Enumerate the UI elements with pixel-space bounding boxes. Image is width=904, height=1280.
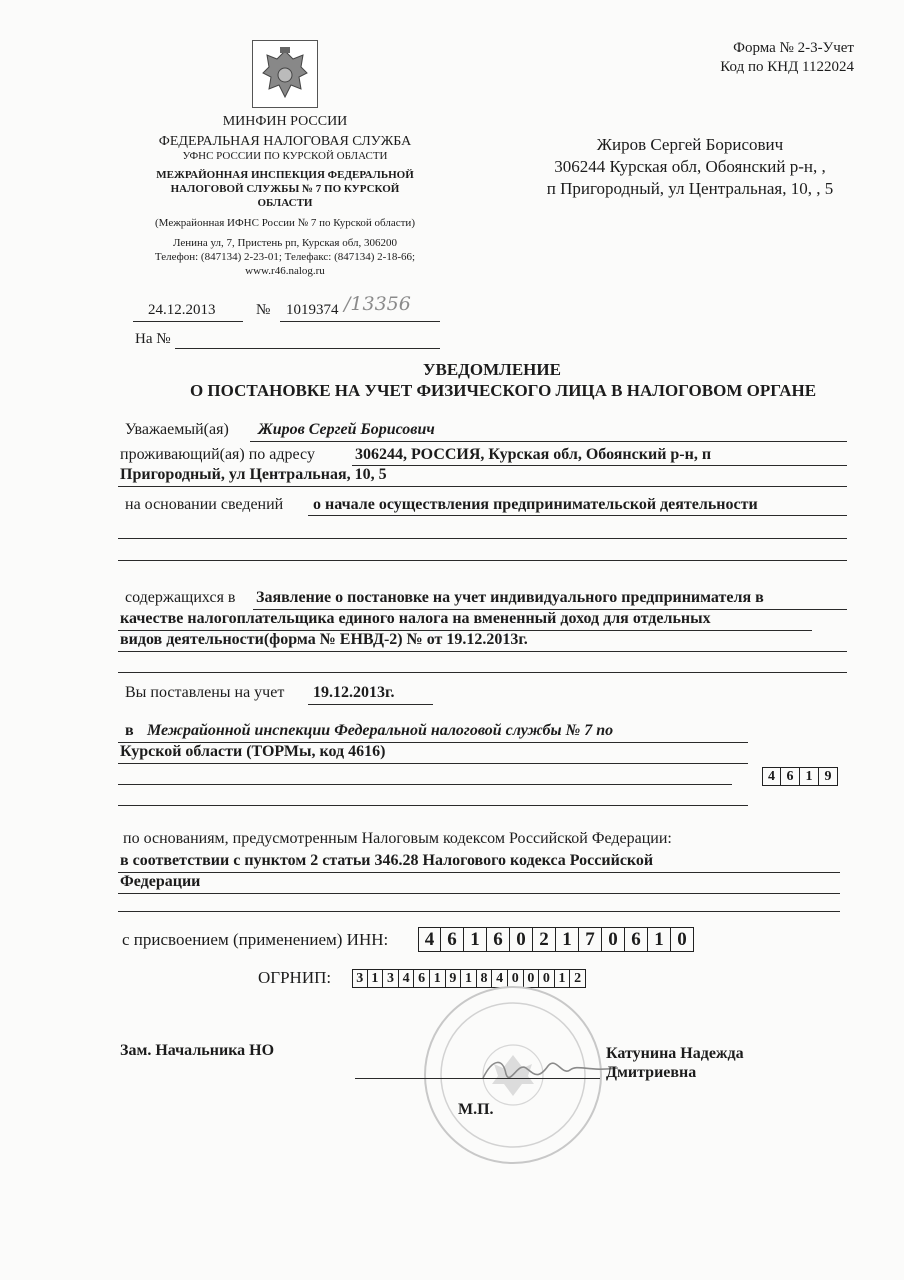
inn-digit: 1 <box>464 927 487 952</box>
inspection-line-3: ОБЛАСТИ <box>257 197 313 209</box>
inn-digit: 0 <box>510 927 533 952</box>
inn-digit: 1 <box>556 927 579 952</box>
ogrnip-digit: 1 <box>555 969 571 988</box>
contained-label: содержащихся в <box>125 589 236 606</box>
ogrnip-digit: 4 <box>492 969 508 988</box>
inn-digit: 2 <box>533 927 556 952</box>
ogrnip-digit: 3 <box>352 969 368 988</box>
inspection-line-1: МЕЖРАЙОННАЯ ИНСПЕКЦИЯ ФЕДЕРАЛЬНОЙ <box>156 169 414 181</box>
ogrnip-digit: 1 <box>461 969 477 988</box>
authority-code-digit: 4 <box>762 767 781 786</box>
contact-line-1: Ленина ул, 7, Пристень рп, Курская обл, 306200 <box>172 237 398 249</box>
coat-of-arms-icon <box>253 41 317 107</box>
outgoing-date: 24.12.2013 <box>148 302 216 318</box>
ministry: МИНФИН РОССИИ <box>222 114 348 129</box>
registering-authority-1: Межрайонной инспекции Федеральной налоговой службы № 7 по <box>147 722 614 739</box>
ogrnip-digit: 8 <box>477 969 493 988</box>
ogrnip-digit: 0 <box>508 969 524 988</box>
service-name: ФЕДЕРАЛЬНАЯ НАЛОГОВАЯ СЛУЖБА <box>158 134 412 149</box>
addressee-address-1: 306244 Курская обл, Обоянский р-н, , <box>554 157 826 176</box>
ogrnip-digit: 4 <box>399 969 415 988</box>
signatory-name-2: Дмитриевна <box>606 1064 697 1081</box>
addressee-name: Жиров Сергей Борисович <box>596 135 784 154</box>
signatory-position: Зам. Начальника НО <box>120 1042 275 1059</box>
ogrnip-digit: 2 <box>570 969 586 988</box>
registered-date: 19.12.2013г. <box>313 684 395 701</box>
inn-digit: 4 <box>418 927 441 952</box>
authority-code-digit: 1 <box>800 767 819 786</box>
document-line-2: качестве налогоплательщика единого налога на вмененный доход для отдельных <box>120 610 711 627</box>
inn-digit: 0 <box>671 927 694 952</box>
contact-line-2: Телефон: (847134) 2-23-01; Телефакс: (847134) 2-18-66; <box>154 251 416 263</box>
ogrnip-digit: 3 <box>383 969 399 988</box>
authority-code-digit: 6 <box>781 767 800 786</box>
contact-line-3: www.r46.nalog.ru <box>245 265 325 277</box>
authority-code-boxes <box>762 767 838 786</box>
inn-digit: 6 <box>487 927 510 952</box>
form-number: Форма № 2-3-Учет <box>733 40 854 56</box>
in-label: в <box>125 722 134 739</box>
inn-digit: 6 <box>625 927 648 952</box>
handwritten-number: /13356 <box>344 293 411 315</box>
authority-code-digit: 9 <box>819 767 838 786</box>
ogrnip-digit: 0 <box>539 969 555 988</box>
document-line-3: видов деятельности(форма № ЕНВД-2) № от 19.12.2013г. <box>120 631 528 648</box>
basis-label: на основании сведений <box>125 496 284 513</box>
basis-value: о начале осуществления предпринимательской деятельности <box>313 496 758 513</box>
registered-label: Вы поставлены на учет <box>125 684 285 701</box>
ogrnip-digit: 6 <box>414 969 430 988</box>
emblem <box>252 40 318 108</box>
residing-label: проживающий(ая) по адресу <box>120 446 315 463</box>
inspection-short-name: (Межрайонная ИФНС России № 7 по Курской области) <box>155 217 415 229</box>
ogrnip-digit: 1 <box>430 969 446 988</box>
inn-digit: 0 <box>602 927 625 952</box>
document-line-1: Заявление о постановке на учет индивидуального предпринимателя в <box>256 589 764 606</box>
person-name: Жиров Сергей Борисович <box>258 421 435 438</box>
dear-label: Уважаемый(ая) <box>125 421 229 438</box>
grounds-line-2: Федерации <box>120 873 201 890</box>
grounds-label: по основаниям, предусмотренным Налоговым кодексом Российской Федерации: <box>123 830 672 847</box>
stamp-place-label: М.П. <box>458 1101 494 1118</box>
ogrnip-digit: 1 <box>368 969 384 988</box>
ogrnip-label: ОГРНИП: <box>258 968 332 987</box>
inn-digit: 1 <box>648 927 671 952</box>
addressee-address-2: п Пригородный, ул Центральная, 10, , 5 <box>546 179 834 198</box>
regional-office: УФНС РОССИИ ПО КУРСКОЙ ОБЛАСТИ <box>182 150 388 162</box>
inspection-line-2: НАЛОГОВОЙ СЛУЖБЫ № 7 ПО КУРСКОЙ <box>170 183 400 195</box>
inn-boxes <box>418 927 694 952</box>
person-address-1: 306244, РОССИЯ, Курская обл, Обоянский р-н, п <box>355 446 712 463</box>
inn-digit: 6 <box>441 927 464 952</box>
inn-label: с присвоением (применением) ИНН: <box>122 930 389 949</box>
person-address-2: Пригородный, ул Центральная, 10, 5 <box>120 466 387 483</box>
signatory-name-1: Катунина Надежда <box>606 1045 744 1062</box>
ogrnip-digit: 0 <box>524 969 540 988</box>
grounds-line-1: в соответствии с пунктом 2 статьи 346.28 Налогового кодекса Российской <box>120 852 654 869</box>
inn-digit: 7 <box>579 927 602 952</box>
ogrnip-digit: 9 <box>446 969 462 988</box>
outgoing-number-label: № <box>256 302 271 318</box>
doc-title: УВЕДОМЛЕНИЕ <box>423 360 561 379</box>
doc-subtitle: О ПОСТАНОВКЕ НА УЧЕТ ФИЗИЧЕСКОГО ЛИЦА В НАЛОГОВОМ ОРГАНЕ <box>189 381 817 400</box>
outgoing-number: 1019374 <box>286 302 339 318</box>
registering-authority-2: Курской области (ТОРМы, код 4616) <box>120 743 386 760</box>
reply-label: На № <box>135 331 171 347</box>
knd-code: Код по КНД 1122024 <box>720 59 854 75</box>
